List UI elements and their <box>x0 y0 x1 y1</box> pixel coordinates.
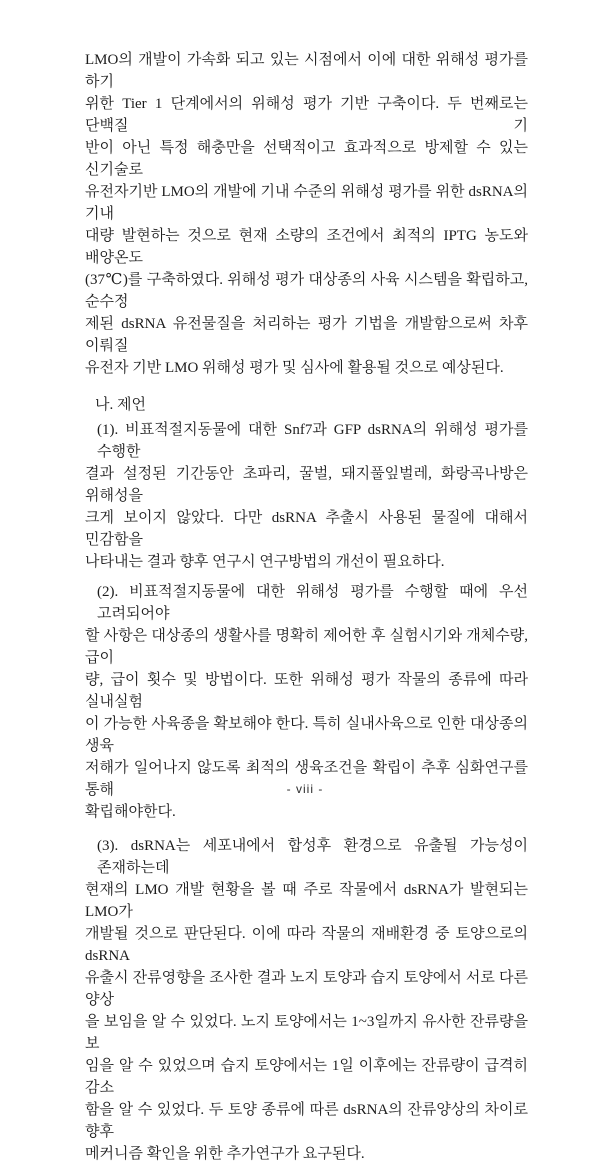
text-line: 결과 설정된 기간동안 초파리, 꿀벌, 돼지풀잎벌레, 화랑곡나방은 위해성을 <box>85 466 528 504</box>
suggestion-paragraph-1 <box>85 419 528 573</box>
text-line: (2). 비표적절지동물에 대한 위해성 평가를 수행할 때에 우선 고려되어야 <box>97 584 528 622</box>
text-line: 나. 제언 <box>95 397 146 413</box>
text-line: 유전자기반 LMO의 개발에 기내 수준의 위해성 평가를 위한 dsRNA의 기내 <box>85 184 528 222</box>
text-line: 제된 dsRNA 유전물질을 처리하는 평가 기법을 개발함으로써 차후 이뤄질 <box>85 316 528 354</box>
text-line: (37℃)를 구축하였다. 위해성 평가 대상종의 사육 시스템을 확립하고, 순수정 <box>85 272 528 310</box>
page-number-footer: - viii - <box>286 782 324 796</box>
text-line: 이 가능한 사육종을 확보해야 한다. 특히 실내사육으로 인한 대상종의 생육 <box>85 716 528 754</box>
text-line: 나타내는 결과 향후 연구시 연구방법의 개선이 필요하다. <box>85 554 445 570</box>
suggestion-paragraph-3 <box>85 835 528 1165</box>
text-line: 함을 알 수 있었다. 두 토양 종류에 따른 dsRNA의 잔류양상의 차이로 향후 <box>85 1102 528 1140</box>
text-line: 위한 Tier 1 단계에서의 위해성 평가 기반 구축이다. 두 번째로는 단백질 기 <box>85 96 528 134</box>
document-body <box>85 49 528 1165</box>
text-line: 할 사항은 대상종의 생활사를 명확히 제어한 후 실험시기와 개체수량, 급이 <box>85 628 528 666</box>
text-line: 유출시 잔류영향을 조사한 결과 노지 토양과 습지 토양에서 서로 다른 양상 <box>85 970 528 1008</box>
text-line: 을 보임을 알 수 있었다. 노지 토양에서는 1~3일까지 유사한 잔류량을 보 <box>85 1014 528 1052</box>
text-line: 메커니즘 확인을 위한 추가연구가 요구된다. <box>85 1146 365 1162</box>
text-line: 확립해야한다. <box>85 804 176 820</box>
text-line: LMO의 개발이 가속화 되고 있는 시점에서 이에 대한 위해성 평가를 하기 <box>85 52 528 90</box>
text-line: (3). dsRNA는 세포내에서 합성후 환경으로 유출될 가능성이 존재하는데 <box>97 838 528 876</box>
text-line: 현재의 LMO 개발 현황을 볼 때 주로 작물에서 dsRNA가 발현되는 LMO가 <box>85 882 528 920</box>
text-line: (1). 비표적절지동물에 대한 Snf7과 GFP dsRNA의 위해성 평가를 수행한 <box>97 422 528 460</box>
summary-continuation-paragraph <box>85 49 528 379</box>
text-line: 량, 급이 횟수 및 방법이다. 또한 위해성 평가 작물의 종류에 따라 실내실험 <box>85 672 528 710</box>
text-line: 크게 보이지 않았다. 다만 dsRNA 추출시 사용된 물질에 대해서 민감함을 <box>85 510 528 548</box>
section-heading-suggestions <box>85 394 528 416</box>
text-line: 반이 아닌 특정 해충만을 선택적이고 효과적으로 방제할 수 있는 신기술로 <box>85 140 528 178</box>
text-line: 저해가 일어나지 않도록 최적의 생육조건을 확립이 추후 심화연구를 통해 <box>85 760 528 798</box>
text-line: 개발될 것으로 판단된다. 이에 따라 작물의 재배환경 중 토양으로의 dsRNA <box>85 926 528 964</box>
text-line: 대량 발현하는 것으로 현재 소량의 조건에서 최적의 IPTG 농도와 배양온도 <box>85 228 528 266</box>
text-line: 임을 알 수 있었으며 습지 토양에서는 1일 이후에는 잔류량이 급격히 감소 <box>85 1058 528 1096</box>
text-line: 유전자 기반 LMO 위해성 평가 및 심사에 활용될 것으로 예상된다. <box>85 360 504 376</box>
